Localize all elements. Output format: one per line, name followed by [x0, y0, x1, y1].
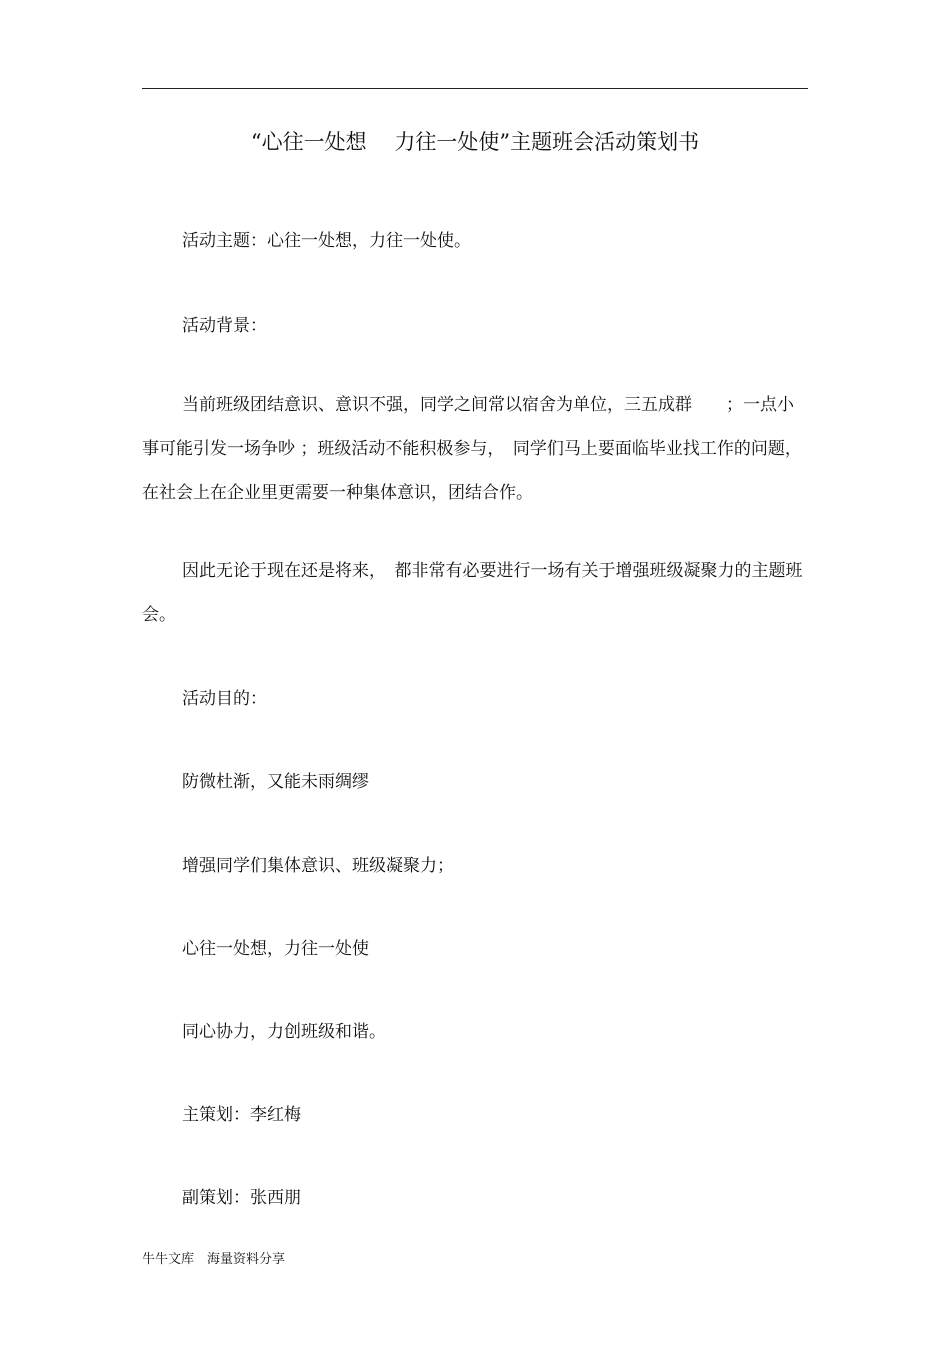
- therefore-paragraph: 因此无论于现在还是将来， 都非常有必要进行一场有关于增强班级凝聚力的主题班会。: [142, 561, 803, 625]
- purpose-item: 增强同学们集体意识、班级凝聚力；: [182, 856, 454, 876]
- purpose-item: 心往一处想，力往一处使: [182, 939, 369, 959]
- purpose-item: 防微杜渐，又能未雨绸缪: [182, 772, 369, 792]
- main-planner: 主策划：李红梅: [182, 1105, 301, 1125]
- document-title: “心往一处想 力往一处使”主题班会活动策划书: [250, 130, 700, 154]
- footer-text: 牛牛文库 海量资料分享: [142, 1252, 286, 1267]
- background-paragraph: 当前班级团结意识、意识不强，同学之间常以宿舍为单位，三五成群 ；一点小事可能引发一场争吵 ；班级活动不能积极参与， 同学们马上要面临毕业找工作的问题，在社会上在企业里更需要一种集体意识，团结合作。: [142, 395, 802, 503]
- activity-theme: 活动主题：心往一处想，力往一处使。: [182, 231, 471, 251]
- background-label: 活动背景：: [182, 316, 267, 336]
- purpose-label: 活动目的：: [182, 689, 267, 709]
- header-rule: [142, 88, 808, 89]
- purpose-item: 同心协力，力创班级和谐。: [182, 1022, 386, 1042]
- vice-planner: 副策划：张西朋: [182, 1188, 301, 1208]
